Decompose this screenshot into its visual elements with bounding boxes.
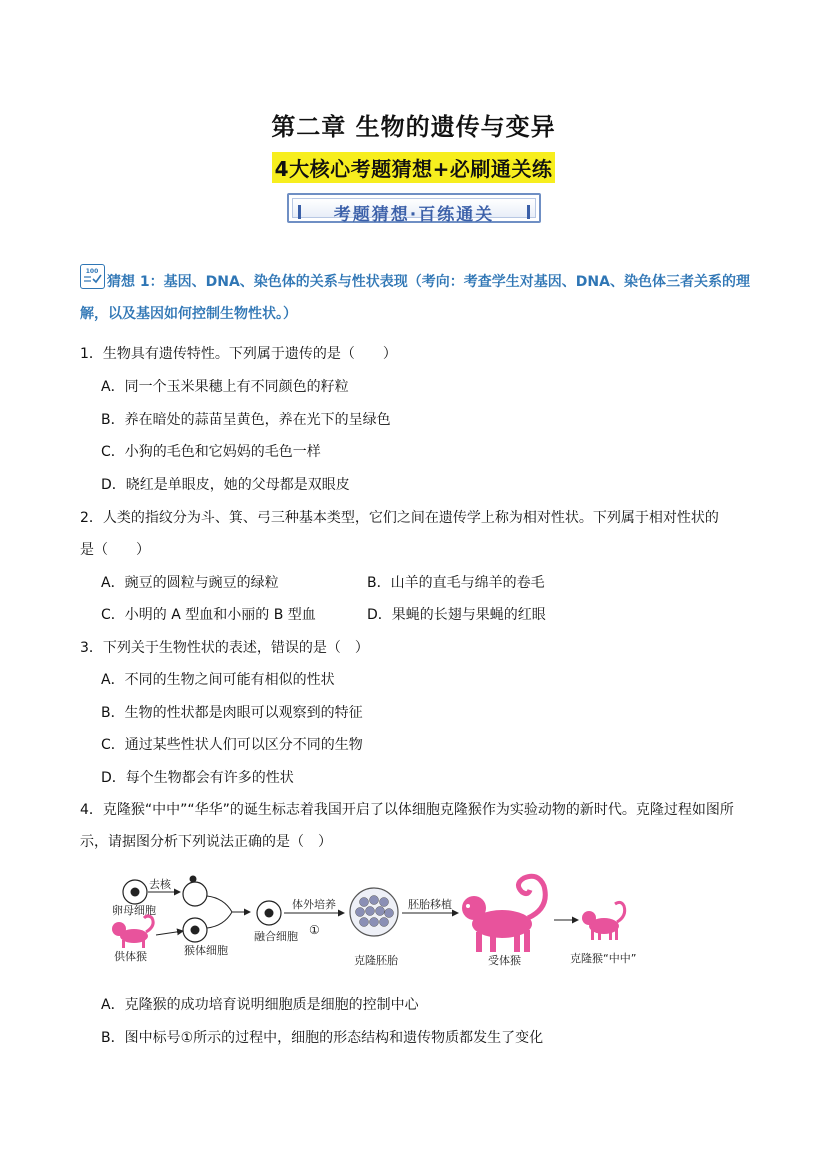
banner-inner — [292, 198, 536, 225]
enucleated-egg-icon — [183, 882, 207, 906]
page-subtitle: 4大核心考题猜想+必刷通关练 — [272, 152, 556, 183]
question-2-option-b[interactable]: B．山羊的直毛与绵羊的卷毛 — [367, 575, 545, 591]
question-2-option-d[interactable]: D．果蝇的长翅与果蝇的红眼 — [367, 607, 546, 623]
label-fused-cell: 融合细胞 — [254, 930, 298, 943]
cloned-monkey-icon — [582, 902, 625, 940]
label-somatic-cell: 猴体细胞 — [184, 944, 228, 957]
question-1-option-a[interactable]: A．同一个玉米果穗上有不同颜色的籽粒 — [101, 379, 349, 395]
question-2-stem-line1: 2．人类的指纹分为斗、箕、弓三种基本类型，它们之间在遗传学上称为相对性状。下列属于相对性状的 — [80, 510, 719, 526]
label-egg-cell: 卵母细胞 — [112, 904, 156, 917]
label-donor-monkey: 供体猴 — [114, 950, 147, 963]
question-2-option-c[interactable]: C．小明的 A 型血和小丽的 B 型血 — [101, 607, 316, 623]
question-3-option-a[interactable]: A．不同的生物之间可能有相似的性状 — [101, 672, 335, 688]
question-1-option-c[interactable]: C．小狗的毛色和它妈妈的毛色一样 — [101, 444, 321, 460]
label-surrogate: 受体猴 — [488, 954, 521, 967]
somatic-cell-icon — [183, 918, 207, 942]
question-3-option-b[interactable]: B．生物的性状都是肉眼可以观察到的特征 — [101, 705, 363, 721]
svg-text:100: 100 — [85, 268, 99, 275]
guess-heading-line1: 猜想 1：基因、DNA、染色体的关系与性状表现（考向：考查学生对基因、DNA、染色体三者关系的理 — [107, 274, 750, 290]
checklist-icon — [80, 264, 105, 289]
question-4-stem-line2: 示，请据图分析下列说法正确的是（ ） — [80, 834, 332, 850]
question-2-option-a[interactable]: A．豌豆的圆粒与豌豆的绿粒 — [101, 575, 279, 591]
page-title: 第二章 生物的遗传与变异 — [271, 112, 556, 141]
section-banner — [287, 193, 541, 223]
cloning-process-figure — [104, 868, 664, 972]
surrogate-monkey-icon — [462, 876, 545, 952]
question-4-stem-line1: 4．克隆猴“中中”“华华”的诞生标志着我国开启了以体细胞克隆猴作为实验动物的新时代。克隆过程如图所 — [80, 802, 734, 818]
question-4-option-b[interactable]: B．图中标号①所示的过程中，细胞的形态结构和遗传物质都发生了变化 — [101, 1030, 544, 1046]
guess-heading-line2: 解，以及基因如何控制生物性状。） — [80, 306, 297, 322]
question-3-option-c[interactable]: C．通过某些性状人们可以区分不同的生物 — [101, 737, 363, 753]
donor-monkey-icon — [112, 916, 153, 948]
label-embryo-transfer: 胚胎移植 — [408, 898, 452, 911]
label-clone-name: 克隆猴“中中” — [570, 952, 637, 965]
question-1-option-b[interactable]: B．养在暗处的蒜苗呈黄色，养在光下的呈绿色 — [101, 412, 391, 428]
label-culture: 体外培养 — [292, 898, 336, 911]
question-3-stem: 3．下列关于生物性状的表述，错误的是（ ） — [80, 640, 369, 656]
label-cloned-embryo: 克隆胚胎 — [354, 954, 398, 967]
donor-arrow — [156, 931, 183, 935]
fused-cell-icon — [257, 901, 281, 925]
banner-label: 考题猜想·百练通关 — [333, 205, 495, 225]
egg-cell-icon — [123, 880, 147, 904]
merge-lines — [207, 896, 232, 928]
label-step-1: ① — [309, 923, 320, 937]
cloned-embryo-icon — [350, 888, 398, 936]
question-1-option-d[interactable]: D．晓红是单眼皮，她的父母都是双眼皮 — [101, 477, 350, 493]
question-3-option-d[interactable]: D．每个生物都会有许多的性状 — [101, 770, 294, 786]
question-2-stem-line2: 是（ ） — [80, 542, 150, 558]
label-remove-nucleus: 去核 — [149, 878, 171, 891]
subtitle-row — [0, 152, 827, 183]
question-4-option-a[interactable]: A．克隆猴的成功培育说明细胞质是细胞的控制中心 — [101, 997, 419, 1013]
question-1-stem: 1．生物具有遗传特性。下列属于遗传的是（ ） — [80, 346, 397, 362]
